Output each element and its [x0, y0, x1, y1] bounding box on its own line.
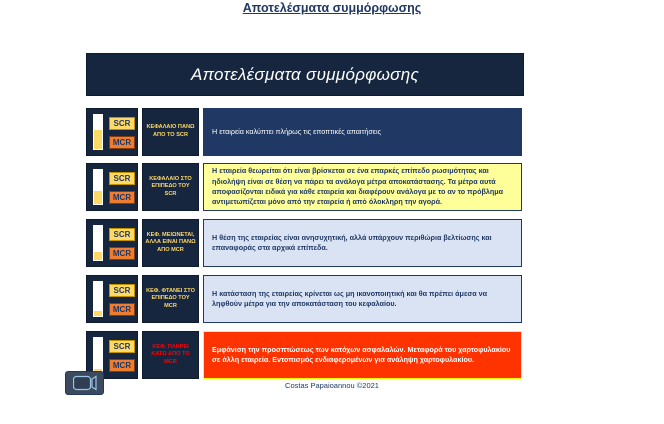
gauge-label-scr: SCR [109, 172, 135, 185]
title-banner [86, 53, 524, 96]
gauge-label-mcr: MCR [109, 191, 135, 204]
capital-gauge [86, 219, 138, 267]
gauge-label-scr: SCR [109, 117, 135, 130]
gauge-label-scr: SCR [109, 228, 135, 241]
chapter-label [142, 108, 199, 156]
result-callout-text: Η εταιρεία καλύπτει πλήρως τις εποπτικές απαιτήσεις [212, 126, 382, 136]
result-callout [203, 275, 522, 323]
result-row [86, 331, 522, 379]
gauge-fill [94, 252, 102, 261]
chapter-label [142, 275, 199, 323]
gauge-label-mcr: MCR [109, 136, 135, 149]
chapter-label-text: ΚΕΦ. ΠΛΗΡΕΙ ΚΑΤΩ ΑΠΟ ΤΟ MCR [151, 343, 190, 365]
chapter-label [142, 163, 199, 211]
capital-gauge [86, 163, 138, 211]
result-row [86, 108, 522, 156]
gauge-bar [93, 281, 103, 317]
chapter-label [142, 219, 199, 267]
gauge-label-scr: SCR [109, 284, 135, 297]
gauge-fill [94, 311, 102, 316]
gauge-label-mcr: MCR [109, 303, 135, 316]
title-banner-text: Αποτελέσματα συμμόρφωσης [190, 64, 420, 84]
gauge-bar [93, 114, 103, 150]
result-callout-text: Εμφάνιση την προσπτώσεως των κατόχων ασφαλαλών. Μεταφορά του χαρτοφυλακίου σε άλλη εταιρεία. Εντοπισμός ενδιαφερομένων για ανάληψη χαρτοφυλακίου. [212, 344, 511, 364]
result-row [86, 163, 522, 211]
gauge-bar [93, 169, 103, 205]
chapter-label-text: ΚΕΦ. ΜΕΙΩΝΕΤΑΙ, ΑΛΛΑ ΕΙΝΑΙ ΠΑΝΩ ΑΠΟ MCR [145, 231, 196, 253]
capital-gauge [86, 275, 138, 323]
gauge-label-mcr: MCR [109, 247, 135, 260]
result-callout [203, 108, 522, 156]
gauge-fill [94, 191, 102, 204]
gauge-bar [93, 225, 103, 261]
gauge-label-mcr: MCR [109, 359, 135, 372]
chapter-label-text: ΚΕΦΑΛΑΙΟ ΠΑΝΩ ΑΠΟ ΤΟ SCR [146, 124, 195, 138]
result-callout-text: Η θέση της εταιρείας είναι ανησυχητική, αλλά υπάρχουν περιθώρια βελτίωσης και επαναφοράς στα αρχικά επίπεδα. [212, 232, 492, 252]
chapter-label-text: ΚΕΦ. ΦΤΑΝΕΙ ΣΤΟ ΕΠΙΠΕΔΟ ΤΟΥ MCR [146, 287, 195, 309]
gauge-fill [94, 130, 102, 149]
result-callout [203, 219, 522, 267]
chapter-label [142, 331, 199, 379]
chapter-label-text: ΚΕΦΑΛΑΙΟ ΣΤΟ ΕΠΙΠΕΔΟ ΤΟΥ SCR [149, 175, 192, 197]
result-callout [203, 163, 522, 211]
result-callout-text: Η κατάσταση της εταιρείας κρίνεται ως μη ικανοποιητική και θα πρέπει άμεσα να ληφθούν μέτρα για την αποκατάσταση του κεφαλαίου. [212, 288, 488, 308]
result-row [86, 219, 522, 267]
result-callout-text: Η εταιρεία θεωρείται ότι είναι βρίσκεται σε ένα επαρκές επίπεδο ρωσιμότητας και ηδιολήψη είναι σε θέση να πάρει τα ανάλογα μέτρα αποκατάστασης. Τα μέτρα αυτά αποφασίζονται ειδικά για κάθε εταιρεία και διαφέρουν ανάλογα με το αν το πρόβλημα αντιμετωπίζεται μόνο από την εταιρεία ή από όλοκληρη την αγορά. [212, 166, 504, 207]
result-row [86, 275, 522, 323]
result-callout [203, 331, 522, 379]
page-title: Αποτελέσματα συμμόρφωσης [242, 1, 422, 15]
footer-credit: Costas Papaioannou ©2021 [285, 381, 379, 390]
capital-gauge [86, 108, 138, 156]
gauge-bar [93, 337, 103, 373]
gauge-label-scr: SCR [109, 340, 135, 353]
